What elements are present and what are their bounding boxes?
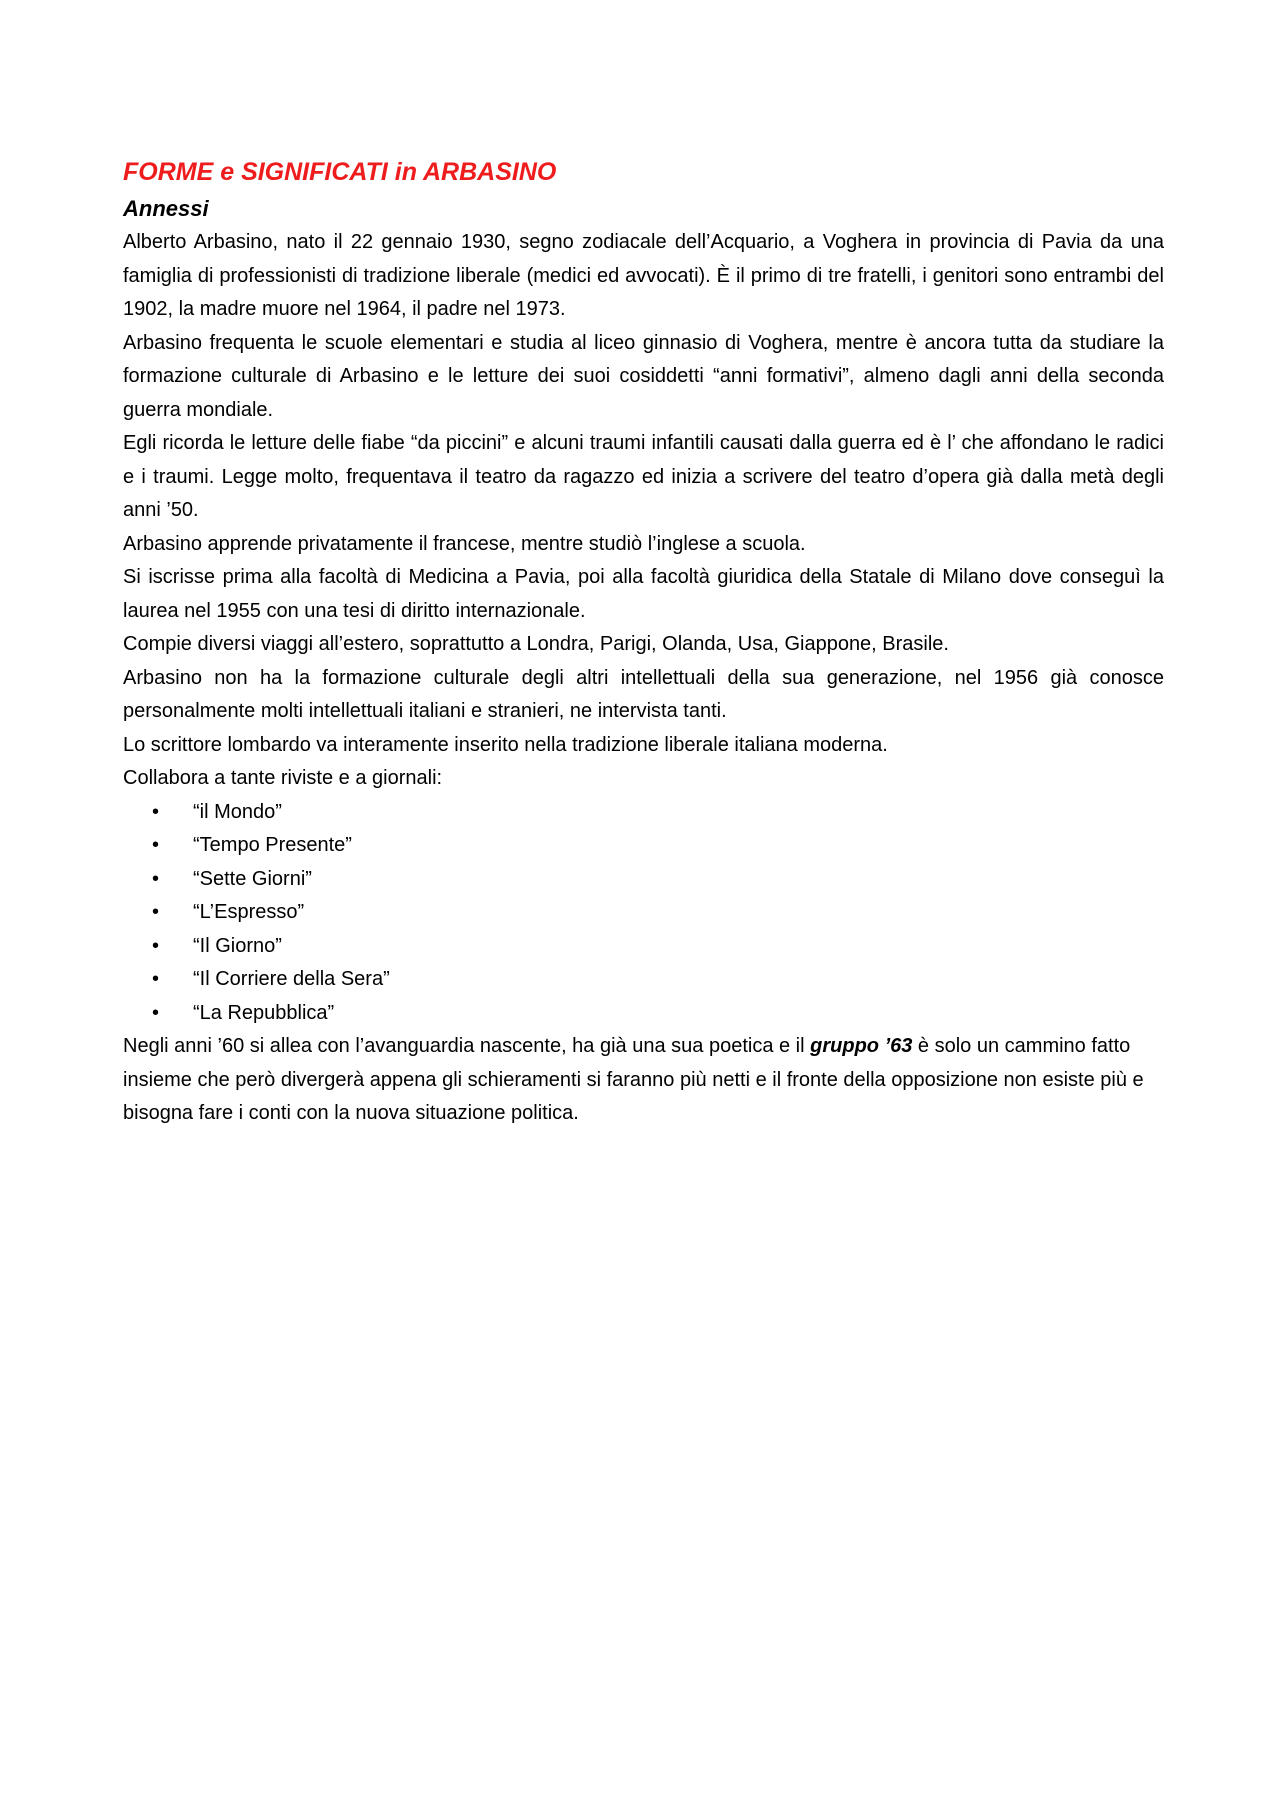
bullet-icon: • [152, 934, 160, 957]
paragraph-collaborations: Collabora a tante riviste e a giornali: [123, 767, 443, 789]
bullet-icon: • [152, 901, 160, 923]
list-item [123, 796, 1164, 830]
document-page [123, 152, 1164, 1131]
paragraph-travels: Compie diversi viaggi all’estero, soprattutto a Londra, Parigi, Olanda, Usa, Giappone, Brasile. [123, 633, 949, 655]
list-item-label: “Sette Giorni” [193, 867, 312, 890]
paragraph-childhood: Egli ricorda le letture delle fiabe “da piccini” e alcuni traumi infantili causati dalla guerra ed è l’ che affondano le radici e i traumi. Legge molto, frequentava il teatro da ragazzo ed inizia a scrivere del teatro d’opera già dalla metà degli anni ’50. [123, 432, 1164, 521]
list-item [123, 896, 1164, 930]
section-subtitle: Annessi [123, 196, 209, 221]
list-item [123, 829, 1164, 863]
bullet-icon: • [152, 968, 160, 990]
list-item-label: “Il Corriere della Sera” [193, 968, 390, 990]
paragraph-tradition: Lo scrittore lombardo va interamente inserito nella tradizione liberale italiana moderna. [123, 733, 888, 756]
closing-text-after: è solo un cammino fatto insieme che però divergerà appena gli schieramenti si faranno più netti e il fronte della opposizione non esiste più e bisogna fare i conti con la nuova situazione politica. [123, 1035, 1144, 1124]
newspapers-list [123, 796, 1164, 1031]
list-item-label: “Tempo Presente” [193, 834, 352, 856]
paragraph-languages: Arbasino apprende privatamente il francese, mentre studiò l’inglese a scuola. [123, 532, 806, 555]
list-item [123, 863, 1164, 897]
list-item [123, 930, 1164, 964]
list-item-label: “Il Giorno” [193, 934, 282, 957]
list-item [123, 997, 1164, 1031]
paragraph-schooling: Arbasino frequenta le scuole elementari e studia al liceo ginnasio di Voghera, mentre è ancora tutta da studiare la formazione culturale di Arbasino e le letture dei suoi cosiddetti “anni formativi”, almeno dagli anni della seconda guerra mondiale. [123, 331, 1164, 421]
document-title: FORME e SIGNIFICATI in ARBASINO [123, 158, 557, 186]
emphasis-gruppo-63: gruppo ’63 [810, 1035, 913, 1057]
list-item-label: “il Mondo” [193, 800, 282, 823]
bullet-icon: • [152, 867, 160, 890]
bullet-icon: • [152, 834, 160, 856]
list-item-label: “La Repubblica” [193, 1001, 335, 1024]
paragraph-biography: Alberto Arbasino, nato il 22 gennaio 1930, segno zodiacale dell’Acquario, a Voghera in provincia di Pavia da una famiglia di professionisti di tradizione liberale (medici ed avvocati). È il primo di tre fratelli, i genitori sono entrambi del 1902, la madre muore nel 1964, il padre nel 1973. [123, 231, 1164, 320]
paragraph-avantgarde [123, 1030, 1164, 1131]
list-item [123, 963, 1164, 997]
paragraph-university: Si iscrisse prima alla facoltà di Medicina a Pavia, poi alla facoltà giuridica della Statale di Milano dove conseguì la laurea nel 1955 con una tesi di diritto internazionale. [123, 566, 1164, 622]
bullet-icon: • [152, 800, 160, 823]
closing-text-before: Negli anni ’60 si allea con l’avanguardia nascente, ha già una sua poetica e il [123, 1035, 811, 1057]
bullet-icon: • [152, 1001, 160, 1024]
list-item-label: “L’Espresso” [193, 901, 305, 923]
paragraph-intellectuals: Arbasino non ha la formazione culturale degli altri intellettuali della sua generazione, nel 1956 già conosce personalmente molti intellettuali italiani e stranieri, ne intervista tanti. [123, 666, 1164, 722]
